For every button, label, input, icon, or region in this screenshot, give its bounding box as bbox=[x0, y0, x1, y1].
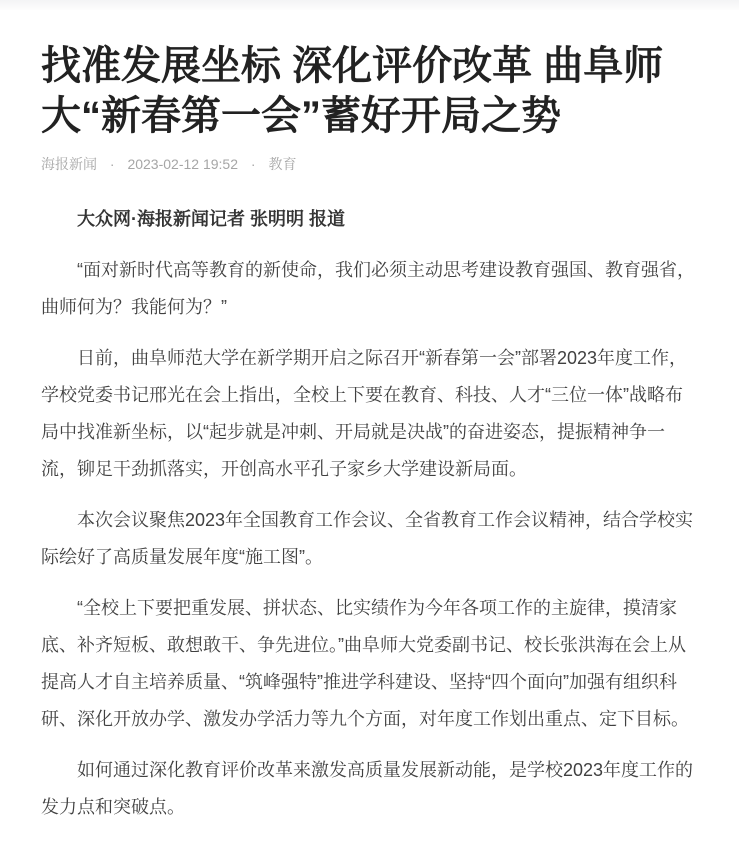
article-paragraph: “全校上下要把重发展、拼状态、比实绩作为今年各项工作的主旋律，摸清家底、补齐短板、敢想敢干、争先进位。”曲阜师大党委副书记、校长张洪海在会上从提高人才自主培养质量、“筑峰强特”推进学科建设、坚持“四个面向”加强有组织科研、深化开放办学、激发办学活力等九个方面，对年度工作划出重点、定下目标。 bbox=[41, 598, 689, 729]
byline: 大众网·海报新闻记者 张明明 报道 bbox=[77, 209, 345, 229]
publish-datetime: 2023-02-12 19:52 bbox=[127, 156, 238, 172]
paragraph-list bbox=[41, 252, 698, 826]
article-paragraph: 日前，曲阜师范大学在新学期开启之际召开“新春第一会”部署2023年度工作，学校党委书记邢光在会上指出，全校上下要在教育、科技、人才“三位一体”战略布局中找准新坐标，以“起步就是冲刺、开局就是决战”的奋进姿态，提振精神争一流，铆足干劲抓落实，开创高水平孔子家乡大学建设新局面。 bbox=[41, 348, 688, 479]
page-title: 找准发展坐标 深化评价改革 曲阜师大“新春第一会”蓄好开局之势 bbox=[41, 44, 664, 138]
article-paragraph: “面对新时代高等教育的新使命，我们必须主动思考建设教育强国、教育强省，曲师何为？我能何为？” bbox=[41, 260, 695, 317]
meta-separator-icon: · bbox=[250, 156, 256, 172]
top-bar bbox=[0, 0, 739, 10]
article-page bbox=[0, 41, 739, 826]
article-paragraph: 本次会议聚焦2023年全国教育工作会议、全省教育工作会议精神，结合学校实际绘好了高质量发展年度“施工图”。 bbox=[41, 510, 694, 567]
category-tag[interactable]: 教育 bbox=[268, 156, 297, 172]
meta-separator-icon: · bbox=[109, 156, 115, 172]
article-body bbox=[41, 201, 698, 826]
source-name[interactable]: 海报新闻 bbox=[41, 156, 97, 172]
article-meta bbox=[41, 154, 698, 174]
article-paragraph: 如何通过深化教育评价改革来激发高质量发展新动能，是学校2023年度工作的发力点和突破点。 bbox=[41, 760, 694, 817]
